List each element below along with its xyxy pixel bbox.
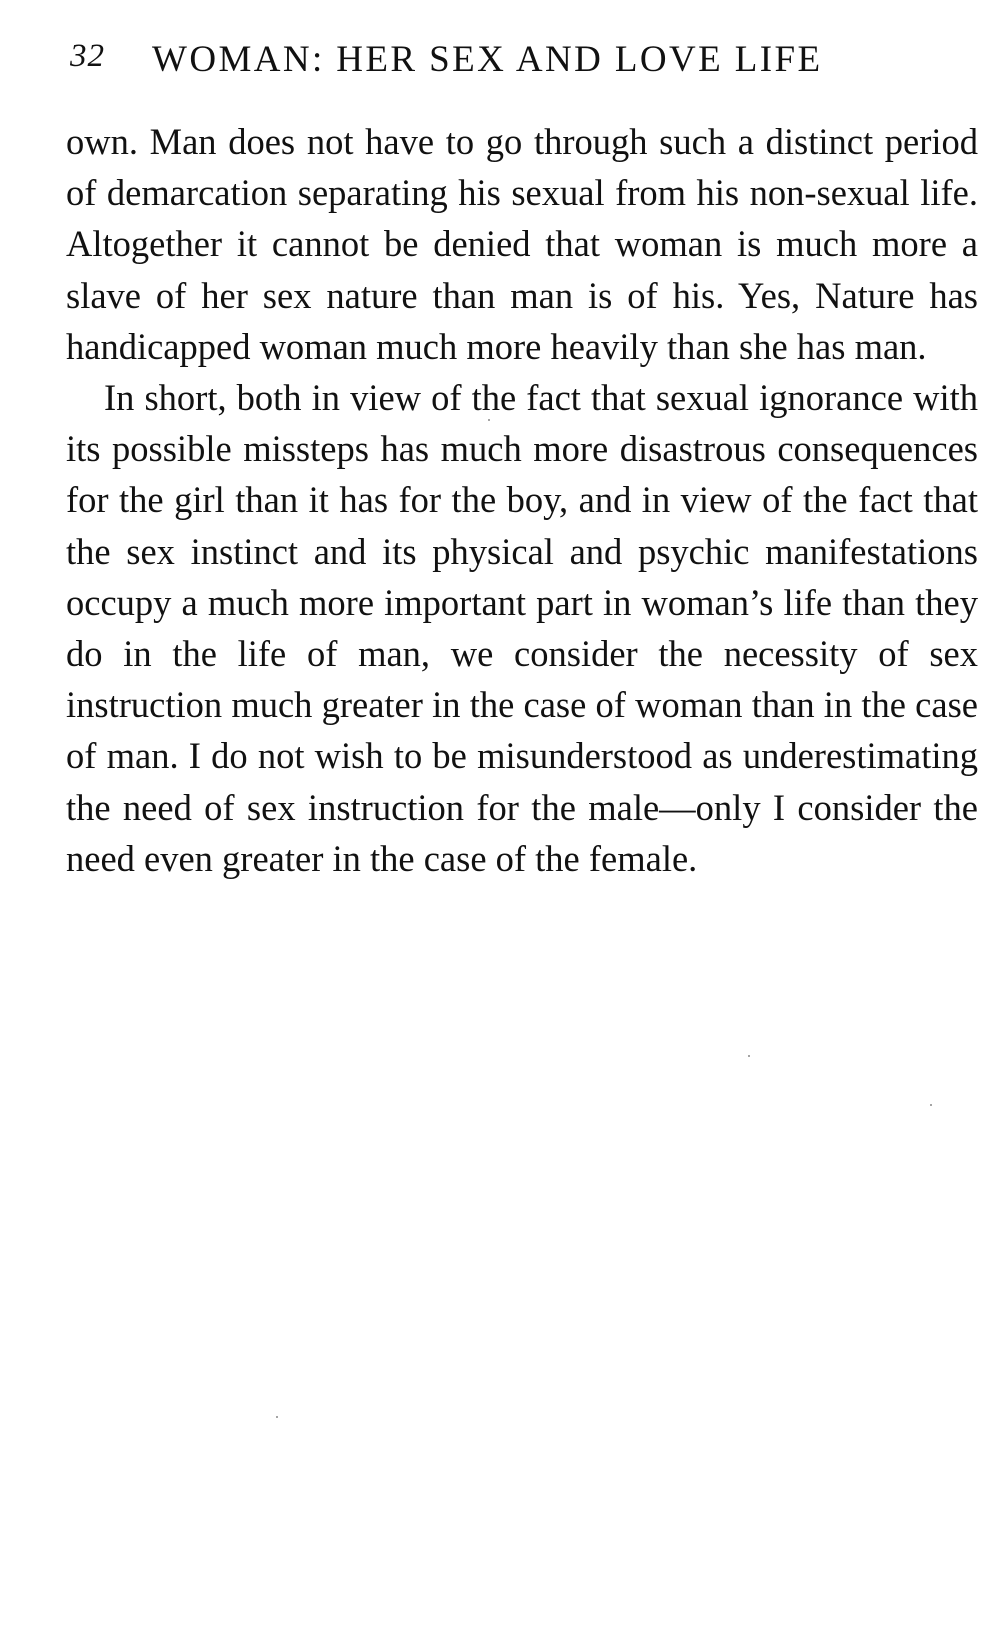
- page-number: 32: [70, 38, 105, 74]
- paragraph-continued: own. Man does not have to go through such a distinct period of demarcation separating his sexual from his non-sexual life. Altogether it cannot be denied that woman is much more a slave of her sex nature than man is of his. Yes, Nature has handicapped woman much more heavily than she has man.: [66, 121, 978, 367]
- paragraph: In short, both in view of the fact that sexual ignorance with its possible missteps has much more disastrous consequences for the girl than it has for the boy, and in view of the fact that the sex instinct and its physical and psychic manifestations occupy a much more important part in woman’s life than they do in the life of man, we consider the necessity of sex instruction much greater in the case of woman than in the case of man. I do not wish to be misunderstood as underestimating the need of sex instruction for the male—only I consider the need even greater in the case of the female.: [66, 377, 978, 879]
- print-speck: [930, 1104, 932, 1106]
- print-speck: [276, 1416, 278, 1418]
- running-head: [70, 38, 970, 88]
- book-title: WOMAN: HER SEX AND LOVE LIFE: [152, 39, 823, 80]
- print-speck: [748, 1055, 750, 1057]
- print-speck: [488, 419, 490, 421]
- body-text: [66, 116, 978, 884]
